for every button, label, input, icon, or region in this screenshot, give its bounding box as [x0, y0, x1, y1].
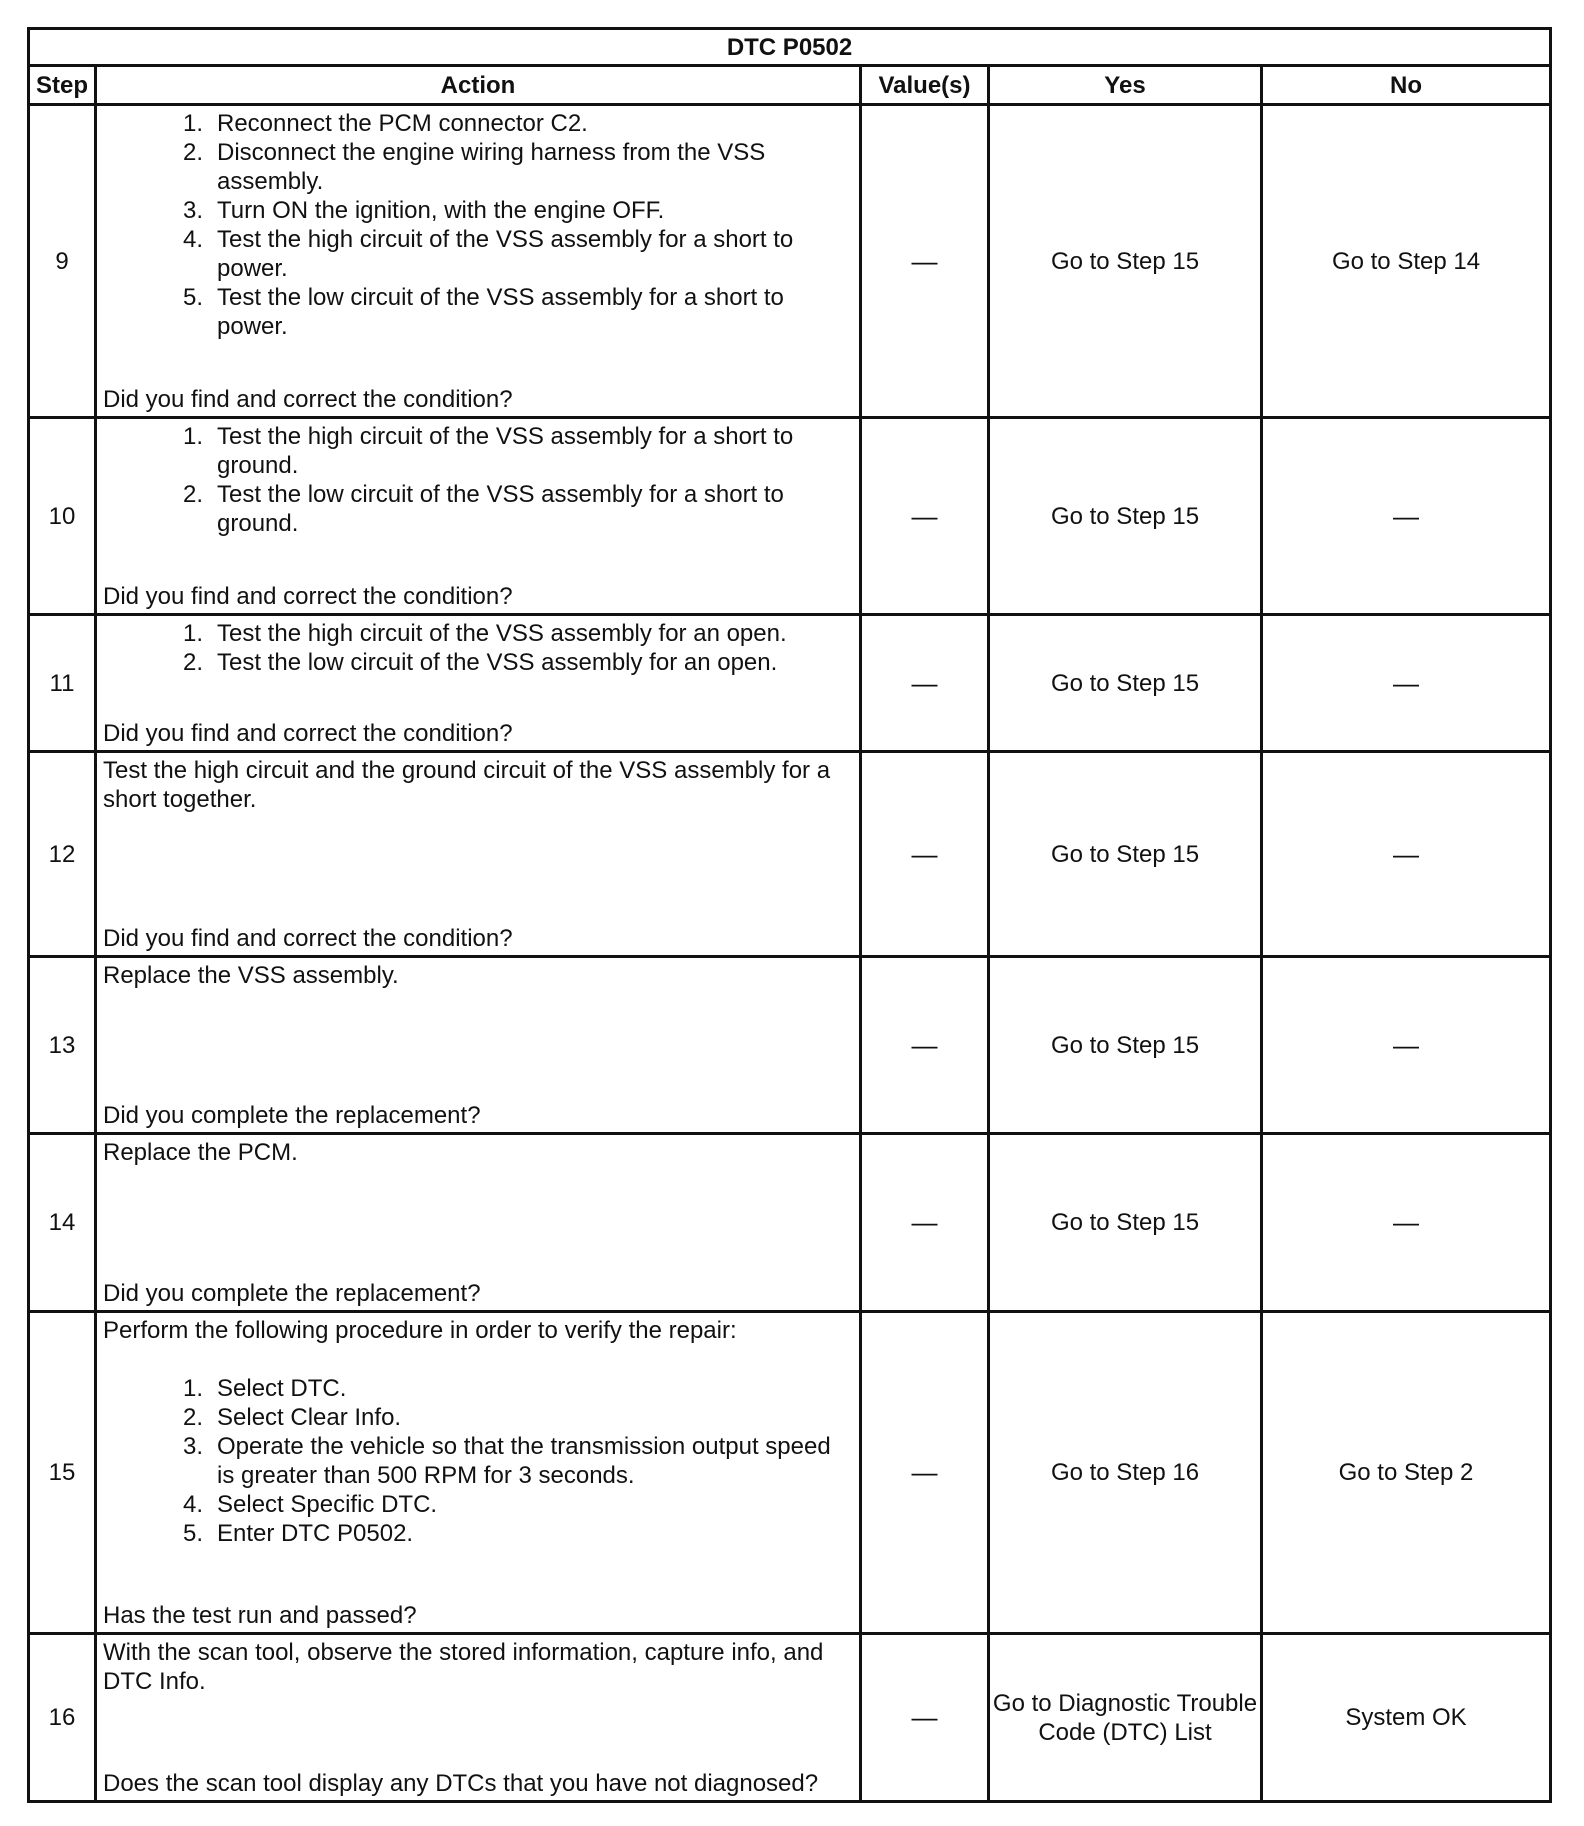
list-item	[103, 196, 853, 225]
yes-cell: Go to Diagnostic Trouble Code (DTC) List	[989, 1634, 1262, 1802]
action-steps-list	[103, 619, 853, 677]
no-cell: —	[1262, 752, 1551, 957]
yes-cell: Go to Step 15	[989, 615, 1262, 752]
list-item-number: 2.	[182, 649, 203, 676]
list-item	[103, 1432, 853, 1490]
list-item-number: 5.	[182, 284, 203, 311]
list-item-text: Select Clear Info.	[217, 1404, 402, 1431]
table-row	[29, 105, 1551, 418]
action-intro: With the scan tool, observe the stored information, capture info, and DTC Info.	[103, 1639, 824, 1695]
list-item-number: 1.	[182, 620, 203, 647]
list-item-text: Enter DTC P0502.	[217, 1520, 414, 1547]
list-item-text: Test the high circuit of the VSS assembly for an open.	[217, 620, 787, 647]
list-item	[103, 1374, 853, 1403]
list-item-number: 2.	[182, 481, 203, 508]
table-row	[29, 1312, 1551, 1634]
list-item-number: 1.	[182, 110, 203, 137]
list-item-text: Test the low circuit of the VSS assembly for a short to power.	[217, 284, 784, 340]
no-cell: System OK	[1262, 1634, 1551, 1802]
no-cell: Go to Step 2	[1262, 1312, 1551, 1634]
list-item-number: 5.	[182, 1520, 203, 1547]
list-item	[103, 648, 853, 677]
action-steps-list	[103, 1374, 853, 1548]
list-item-number: 3.	[182, 197, 203, 224]
action-question: Did you complete the replacement?	[103, 1102, 481, 1129]
list-item	[103, 1490, 853, 1519]
list-item-text: Reconnect the PCM connector C2.	[217, 110, 588, 137]
header-action: Action	[96, 66, 861, 105]
no-cell: —	[1262, 1134, 1551, 1312]
list-item-text: Turn ON the ignition, with the engine OFF.	[217, 197, 665, 224]
list-item	[103, 422, 853, 480]
list-item	[103, 480, 853, 538]
list-item-text: Select Specific DTC.	[217, 1491, 438, 1518]
list-item-text: Select DTC.	[217, 1375, 347, 1402]
step-number: 9	[29, 105, 96, 418]
list-item-number: 4.	[182, 1491, 203, 1518]
list-item-number: 1.	[182, 423, 203, 450]
action-cell	[96, 105, 861, 418]
action-cell	[96, 1634, 861, 1802]
action-cell	[96, 1134, 861, 1312]
value-cell: —	[861, 105, 989, 418]
action-cell	[96, 752, 861, 957]
action-cell	[96, 1312, 861, 1634]
list-item-number: 2.	[182, 1404, 203, 1431]
list-item-number: 1.	[182, 1375, 203, 1402]
list-item-number: 4.	[182, 226, 203, 253]
table-row	[29, 1134, 1551, 1312]
value-cell: —	[861, 615, 989, 752]
list-item-text: Test the high circuit of the VSS assembly for a short to ground.	[217, 423, 794, 479]
step-number: 10	[29, 418, 96, 615]
list-item-number: 2.	[182, 139, 203, 166]
value-cell: —	[861, 1634, 989, 1802]
no-cell: —	[1262, 957, 1551, 1134]
table-row	[29, 957, 1551, 1134]
header-values: Value(s)	[861, 66, 989, 105]
header-no: No	[1262, 66, 1551, 105]
action-question: Did you find and correct the condition?	[103, 720, 513, 747]
list-item-text: Test the low circuit of the VSS assembly for a short to ground.	[217, 481, 784, 537]
action-question: Did you complete the replacement?	[103, 1280, 481, 1307]
header-step: Step	[29, 66, 96, 105]
action-intro: Perform the following procedure in order to verify the repair:	[103, 1317, 737, 1344]
step-number: 15	[29, 1312, 96, 1634]
yes-cell: Go to Step 15	[989, 1134, 1262, 1312]
value-cell: —	[861, 957, 989, 1134]
yes-cell: Go to Step 15	[989, 105, 1262, 418]
list-item	[103, 283, 853, 341]
action-cell	[96, 418, 861, 615]
yes-cell: Go to Step 15	[989, 957, 1262, 1134]
list-item	[103, 1403, 853, 1432]
yes-cell: Go to Step 15	[989, 752, 1262, 957]
list-item-text: Test the high circuit of the VSS assembly for a short to power.	[217, 226, 794, 282]
list-item	[103, 109, 853, 138]
list-item	[103, 138, 853, 196]
value-cell: —	[861, 1312, 989, 1634]
step-number: 14	[29, 1134, 96, 1312]
table-body	[29, 105, 1551, 1802]
action-question: Did you find and correct the condition?	[103, 925, 513, 952]
yes-cell: Go to Step 15	[989, 418, 1262, 615]
action-question: Has the test run and passed?	[103, 1602, 417, 1629]
list-item-text: Disconnect the engine wiring harness from the VSS assembly.	[217, 139, 766, 195]
dtc-table	[27, 27, 1552, 1803]
list-item	[103, 619, 853, 648]
table-row	[29, 752, 1551, 957]
action-intro: Test the high circuit and the ground circuit of the VSS assembly for a short together.	[103, 757, 831, 813]
step-number: 16	[29, 1634, 96, 1802]
no-cell: —	[1262, 615, 1551, 752]
header-yes: Yes	[989, 66, 1262, 105]
action-question: Did you find and correct the condition?	[103, 386, 513, 413]
action-cell	[96, 957, 861, 1134]
value-cell: —	[861, 1134, 989, 1312]
list-item	[103, 1519, 853, 1548]
list-item	[103, 225, 853, 283]
table-row	[29, 1634, 1551, 1802]
action-cell	[96, 615, 861, 752]
action-intro: Replace the VSS assembly.	[103, 962, 399, 989]
action-steps-list	[103, 109, 853, 341]
table-row	[29, 615, 1551, 752]
table-row	[29, 418, 1551, 615]
table-title: DTC P0502	[29, 29, 1551, 66]
value-cell: —	[861, 752, 989, 957]
list-item-number: 3.	[182, 1433, 203, 1460]
list-item-text: Test the low circuit of the VSS assembly for an open.	[217, 649, 778, 676]
step-number: 13	[29, 957, 96, 1134]
list-item-text: Operate the vehicle so that the transmission output speed is greater than 500 RPM for 3 seconds.	[217, 1433, 831, 1489]
action-intro: Replace the PCM.	[103, 1139, 298, 1166]
step-number: 12	[29, 752, 96, 957]
step-number: 11	[29, 615, 96, 752]
no-cell: —	[1262, 418, 1551, 615]
action-question: Does the scan tool display any DTCs that you have not diagnosed?	[103, 1770, 819, 1797]
yes-cell: Go to Step 16	[989, 1312, 1262, 1634]
action-question: Did you find and correct the condition?	[103, 583, 513, 610]
no-cell: Go to Step 14	[1262, 105, 1551, 418]
value-cell: —	[861, 418, 989, 615]
action-steps-list	[103, 422, 853, 538]
